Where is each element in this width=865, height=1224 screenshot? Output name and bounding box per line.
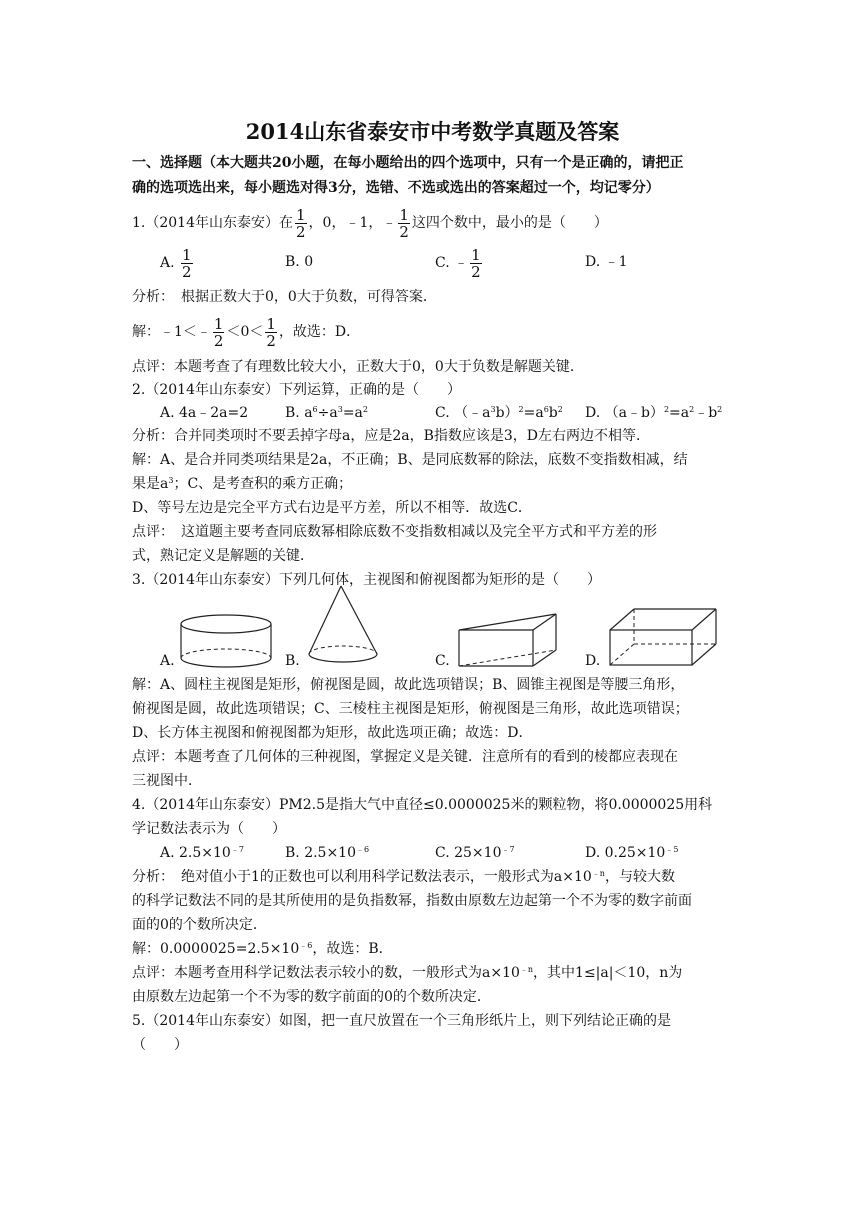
q3-solution-line-2: 俯视图是圆，故此选项错误；C、三棱柱主视图是矩形，俯视图是三角形，故此选项错误； [132,701,689,717]
q4-analysis-line-1: 分析： 绝对值小于1的正数也可以利用科学记数法表示，一般形式为$a\times 10^{﹣n}$，与较大数 [132,869,675,885]
q2-comment-line-1: 点评： 这道题主要考查同底数幂相除底数不变指数相减以及完全平方式和平方差的形 [132,524,657,540]
triangular-prism-figure [455,610,565,670]
q4-stem-line-2: 学记数法表示为（ ） [132,821,286,837]
q2-analysis: 分析：合并同类项时不要丢掉字母a，应是2a，B指数应该是3，D左右两边不相等． [132,428,651,444]
q2-stem: 2.（2014年山东泰安）下列运算，正确的是（ ） [132,382,461,398]
fraction-one-half: $\frac{1}{2}$ [266,314,276,350]
cone-figure [304,584,384,670]
q3-comment-line-2: 三视图中． [132,773,202,789]
fraction-one-half: $\frac{1}{2}$ [182,245,192,281]
cuboid-figure [606,605,721,670]
q4-option-a: A. $2.5\times 10^{﹣7}$ [160,845,244,861]
q3-option-b: B. [285,653,300,669]
q3-comment-line-1: 点评：本题考查了几何体的三种视图，掌握定义是关键．注意所有的看到的棱都应表现在 [132,749,678,765]
q4-option-b: B. $2.5\times 10^{﹣6}$ [285,845,370,861]
q2-comment-line-2: 式，熟记定义是解题的关键． [132,548,314,564]
q1-comment: 点评：本题考查了有理数比较大小，正数大于0，0大于负数是解题关键． [132,359,584,375]
q3-solution-line-1: 解：A、圆柱主视图是矩形，俯视图是圆，故此选项错误；B、圆锥主视图是等腰三角形， [132,677,685,693]
q5-stem-line-1: 5.（2014年山东泰安）如图，把一直尺放置在一个三角形纸片上，则下列结论正确的是 [132,1013,671,1029]
q2-option-b: B. $a^6\div a^3=a^2$ [285,405,368,421]
q1-analysis: 分析： 根据正数大于0，0大于负数，可得答案． [132,289,437,305]
section-heading-line-1: 一、选择题（本大题共20小题，在每小题给出的四个选项中，只有一个是正确的，请把正 [132,155,684,171]
q3-stem: 3.（2014年山东泰安）下列几何体，主视图和俯视图都为矩形的是（ ） [132,572,601,588]
q4-comment-line-1: 点评：本题考查用科学记数法表示较小的数，一般形式为$a\times 10^{﹣n}$，其中1≤|a|＜10，n为 [132,965,683,981]
q5-stem-line-2: （ ） [132,1037,188,1053]
q1-stem: 1.（2014年山东泰安）在 $\frac{1}{2}$ ，0，﹣1，﹣ $\frac{1}{2}$ 这四个数中，最小的是（ ） [132,205,608,241]
fraction-one-half: $\frac{1}{2}$ [399,205,409,241]
q3-option-c: C. [435,653,450,669]
q4-analysis-line-3: 面的0的个数所决定． [132,917,267,933]
section-heading-line-2: 确的选项选出来，每小题选对得3分，选错、不选或选出的答案超过一个，均记零分） [132,180,660,196]
q1-option-a: A. $\frac{1}{2}$ [160,245,192,281]
q4-analysis-line-2: 的科学记数法不同的是其所使用的是负指数幂，指数由原数左边起第一个不为零的数字前面 [132,893,692,909]
q3-option-a: A. [160,653,175,669]
cylinder-figure [178,612,278,670]
q2-solution-line-2: 果是$a^3$；C、是考查积的乘方正确； [132,476,353,492]
q1-option-d: D. ﹣1 [585,254,628,270]
q4-option-c: C. $25\times 10^{﹣7}$ [435,845,515,861]
page-title: 2014山东省泰安市中考数学真题及答案 [245,119,620,144]
q3-solution-line-3: D、长方体主视图和俯视图都为矩形，故此选项正确；故选：D． [132,725,533,741]
q2-option-d: D. $(a﹣b)^2=a^2﹣b^2$ [585,405,723,421]
q4-stem-line-1: 4.（2014年山东泰安）PM2.5是指大气中直径≤0.0000025米的颗粒物，将0.0000025用科 [132,797,713,813]
q4-solution: 解：$0.0000025=2.5\times 10^{﹣6}$，故选：B． [132,941,393,957]
q2-solution-line-3: D、等号左边是完全平方式右边是平方差，所以不相等．故选C． [132,500,532,516]
fraction-one-half: $\frac{1}{2}$ [213,314,224,350]
q1-solution: 解：﹣1＜﹣ $\frac{1}{2}$ ＜0＜ $\frac{1}{2}$ ，故选：D． [132,314,361,350]
q2-solution-line-1: 解：A、是合并同类项结果是2a，不正确；B、是同底数幂的除法，底数不变指数相减，结 [132,452,688,468]
q2-option-c: C. $(﹣a^3b)^2=a^6b^2$ [435,405,563,421]
q2-option-a: A. 4a﹣2a=2 [160,405,249,421]
q3-option-d: D. [585,653,601,669]
fraction-one-half: $\frac{1}{2}$ [296,205,306,241]
q1-option-c: C. ﹣ $\frac{1}{2}$ [435,245,481,281]
q4-option-d: D. $0.25\times 10^{﹣5}$ [585,845,679,861]
q4-comment-line-2: 由原数左边起第一个不为零的数字前面的0的个数所决定． [132,989,491,1005]
q1-option-b: B. 0 [285,254,314,270]
fraction-one-half: $\frac{1}{2}$ [471,245,481,281]
